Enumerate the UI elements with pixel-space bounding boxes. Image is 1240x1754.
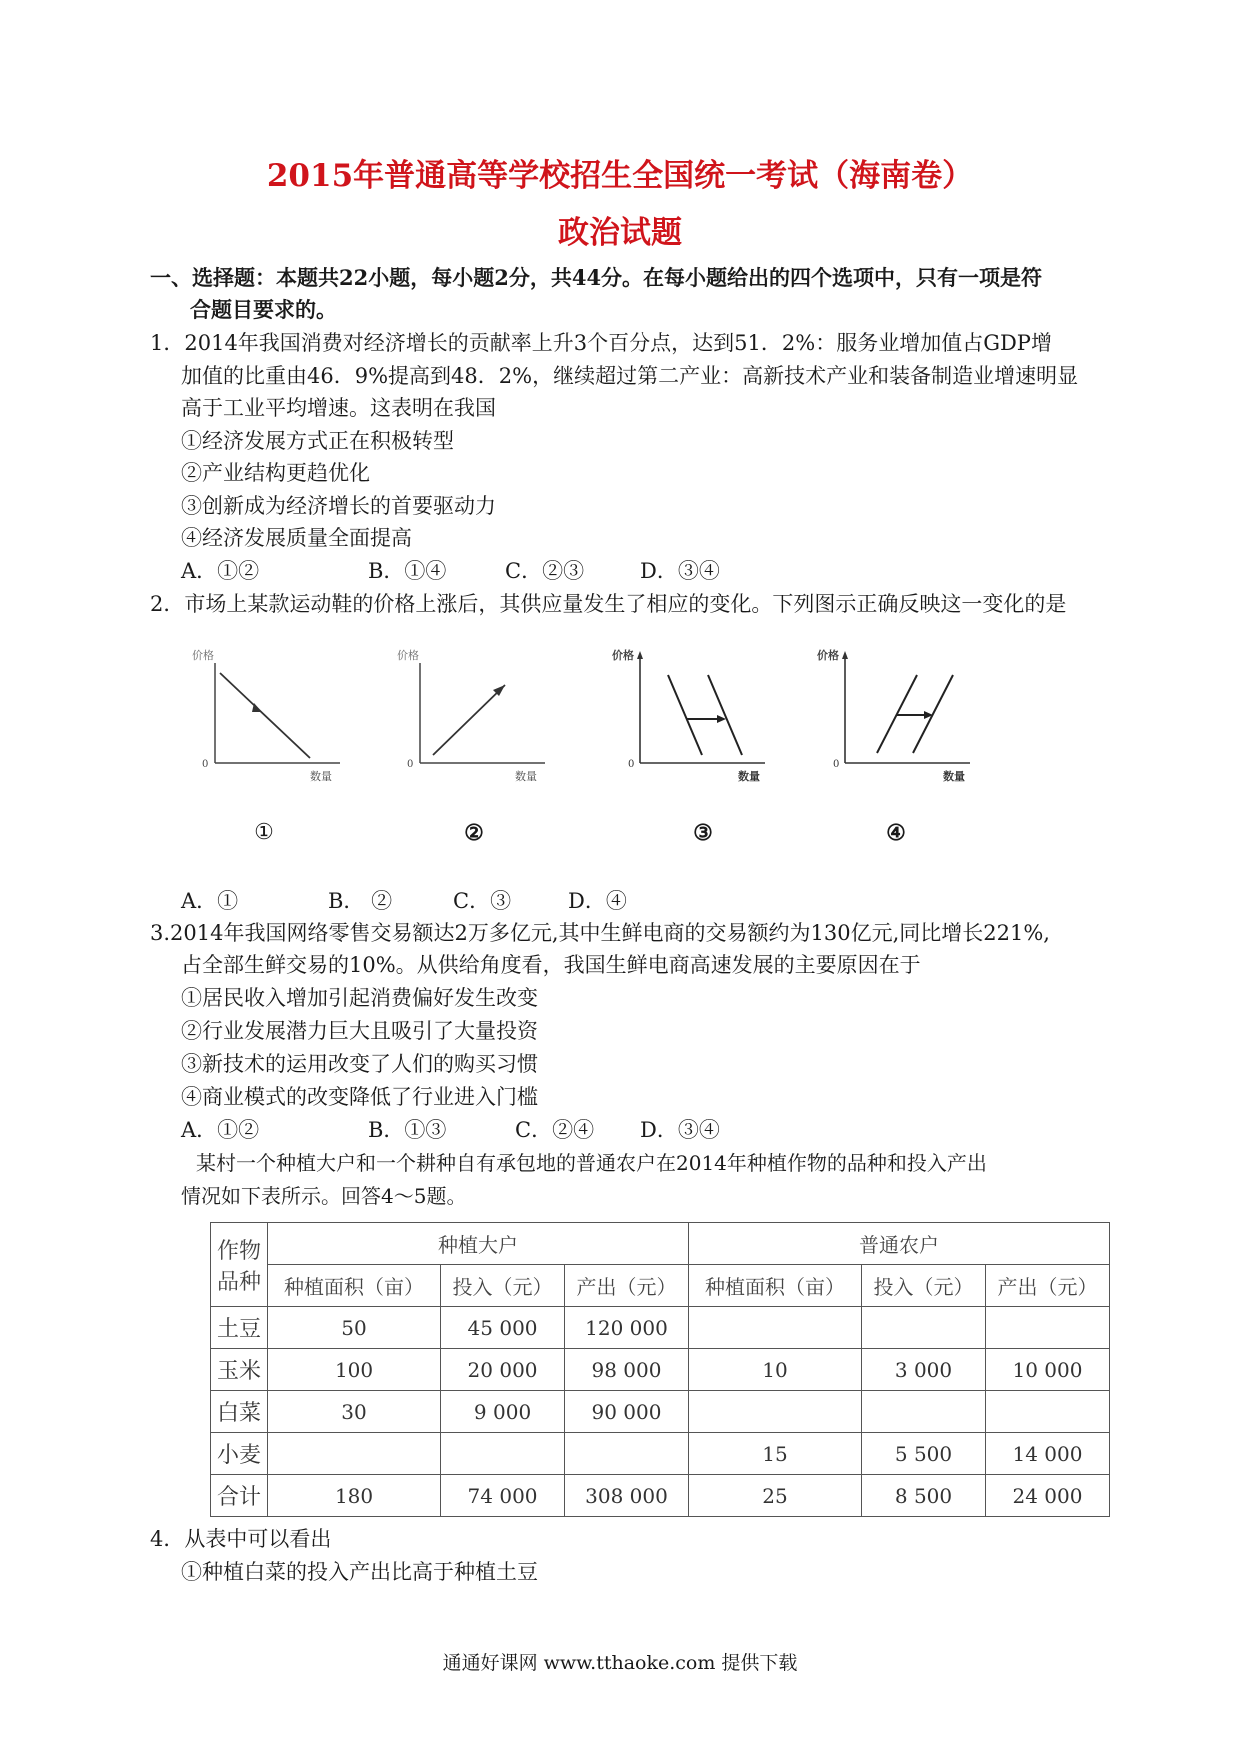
q2-option-b: B． ② [328, 889, 393, 913]
table-row [211, 1349, 1110, 1391]
passage-line1: 某村一个种植大户和一个耕种自有承包地的普通农户在2014年种植作物的品种和投入产出 [196, 1151, 987, 1175]
graph-1-y-label: 价格 [192, 649, 214, 662]
q1-option-d: D．③④ [640, 559, 720, 583]
graph-4-x-label: 数量 [943, 770, 965, 783]
q1-option-a: A．①② [181, 559, 260, 583]
table-cell: 180 [268, 1475, 441, 1517]
table-row [211, 1391, 1110, 1433]
table-row-header: 白菜 [211, 1391, 268, 1433]
q3-option-a: A．①② [181, 1118, 260, 1142]
table-row-header: 玉米 [211, 1349, 268, 1391]
q1-item: ③创新成为经济增长的首要驱动力 [181, 494, 496, 518]
graph-2-origin: 0 [407, 759, 414, 770]
table-row [211, 1307, 1110, 1349]
q3-stem-line1: 3.2014年我国网络零售交易额达2万多亿元,其中生鲜电商的交易额约为130亿元,同比增长221%, [150, 921, 1050, 945]
passage-line2: 情况如下表所示。回答4～5题。 [181, 1184, 467, 1208]
page-title: 2015年普通高等学校招生全国统一考试（海南卷） [266, 158, 974, 194]
q3-item: ②行业发展潜力巨大且吸引了大量投资 [181, 1019, 538, 1043]
table-cell: 50 [268, 1307, 441, 1349]
q2-option-c: C．③ [453, 889, 512, 913]
table-sub-header: 投入（元） [441, 1265, 565, 1307]
q2-option-a: A．① [181, 889, 239, 913]
table-cell [688, 1391, 861, 1433]
table-cell: 30 [268, 1391, 441, 1433]
table-cell [862, 1391, 986, 1433]
graph-3-x-label: 数量 [738, 770, 760, 783]
graph-1-x-label: 数量 [310, 770, 332, 783]
graph-3-y-label: 价格 [612, 649, 634, 662]
table-cell [268, 1433, 441, 1475]
table-sub-header: 产出（元） [565, 1265, 689, 1307]
q3-item: ③新技术的运用改变了人们的购买习惯 [181, 1052, 538, 1076]
graph-4-origin: 0 [833, 759, 840, 770]
graph-2-label: ② [464, 820, 484, 846]
table-sub-header: 投入（元） [862, 1265, 986, 1307]
q2-option-d: D．④ [568, 889, 627, 913]
q1-item: ②产业结构更趋优化 [181, 461, 370, 485]
table-cell: 10 000 [985, 1349, 1109, 1391]
graph-1-label: ① [254, 820, 274, 845]
table-row [211, 1433, 1110, 1475]
graph-3-origin: 0 [628, 759, 635, 770]
graph-2-y-label: 价格 [397, 649, 419, 662]
q4-item: ①种植白菜的投入产出比高于种植土豆 [181, 1560, 538, 1584]
q1-item: ④经济发展质量全面提高 [181, 526, 412, 550]
q1-option-b: B．①④ [368, 559, 447, 583]
table-group-b-header: 普通农户 [688, 1223, 1109, 1265]
q3-option-c: C．②④ [515, 1118, 595, 1142]
table-cell [985, 1307, 1109, 1349]
graph-2 [395, 645, 575, 795]
q3-item: ①居民收入增加引起消费偏好发生改变 [181, 986, 538, 1010]
graph-4-label: ④ [886, 820, 906, 846]
table-sub-header: 种植面积（亩） [268, 1265, 441, 1307]
table-group-a-header: 种植大户 [268, 1223, 689, 1265]
table-cell: 3 000 [862, 1349, 986, 1391]
graph-3-label: ③ [693, 820, 713, 846]
q3-stem-line2: 占全部生鲜交易的10%。从供给角度看，我国生鲜电商高速发展的主要原因在于 [181, 953, 921, 977]
table-cell: 9 000 [441, 1391, 565, 1433]
q3-option-d: D．③④ [640, 1118, 720, 1142]
section-heading-line1: 一、选择题：本题共22小题，每小题2分，共44分。在每小题给出的四个选项中，只有一项是符 [150, 265, 1043, 290]
q2-stem: 2．市场上某款运动鞋的价格上涨后，其供应量发生了相应的变化。下列图示正确反映这一变化的是 [150, 592, 1067, 616]
table-cell [688, 1307, 861, 1349]
table-cell [565, 1433, 689, 1475]
table-cell: 308 000 [565, 1475, 689, 1517]
table-cell [862, 1307, 986, 1349]
table-row [211, 1475, 1110, 1517]
graph-1-origin: 0 [202, 759, 209, 770]
table-cell: 15 [688, 1433, 861, 1475]
graph-3 [600, 645, 780, 795]
table-cell: 98 000 [565, 1349, 689, 1391]
table-cell [441, 1433, 565, 1475]
table-cell: 14 000 [985, 1433, 1109, 1475]
table-corner-header: 作物品种 [211, 1223, 268, 1307]
q1-stem-line1: 1．2014年我国消费对经济增长的贡献率上升3个百分点，达到51．2%：服务业增加值占GDP增 [150, 331, 1052, 355]
page-footer: 通通好课网 www.tthaoke.com 提供下载 [442, 1652, 798, 1674]
q1-stem-line2: 加值的比重由46．9%提高到48．2%，继续超过第二产业：高新技术产业和装备制造业增速明显 [181, 364, 1079, 388]
crop-data-table [210, 1222, 1110, 1517]
table-sub-header: 产出（元） [985, 1265, 1109, 1307]
graph-4 [805, 645, 985, 795]
table-cell: 20 000 [441, 1349, 565, 1391]
table-cell [985, 1391, 1109, 1433]
q1-stem-line3: 高于工业平均增速。这表明在我国 [181, 396, 496, 420]
table-cell: 45 000 [441, 1307, 565, 1349]
table-row-header: 合计 [211, 1475, 268, 1517]
q1-option-c: C．②③ [505, 559, 585, 583]
section-heading-line2: 合题目要求的。 [190, 297, 337, 322]
q4-stem: 4．从表中可以看出 [150, 1527, 332, 1551]
table-cell: 10 [688, 1349, 861, 1391]
table-cell: 24 000 [985, 1475, 1109, 1517]
table-cell: 5 500 [862, 1433, 986, 1475]
table-cell: 120 000 [565, 1307, 689, 1349]
q1-item: ①经济发展方式正在积极转型 [181, 429, 454, 453]
table-cell: 8 500 [862, 1475, 986, 1517]
table-sub-header: 种植面积（亩） [688, 1265, 861, 1307]
table-row-header: 土豆 [211, 1307, 268, 1349]
q3-item: ④商业模式的改变降低了行业进入门槛 [181, 1085, 538, 1109]
graph-2-x-label: 数量 [515, 770, 537, 783]
q3-option-b: B．①③ [368, 1118, 447, 1142]
table-cell: 74 000 [441, 1475, 565, 1517]
graph-1 [190, 645, 370, 795]
graph-4-y-label: 价格 [817, 649, 839, 662]
table-cell: 90 000 [565, 1391, 689, 1433]
table-cell: 100 [268, 1349, 441, 1391]
page-subtitle: 政治试题 [558, 215, 682, 251]
table-row-header: 小麦 [211, 1433, 268, 1475]
table-cell: 25 [688, 1475, 861, 1517]
